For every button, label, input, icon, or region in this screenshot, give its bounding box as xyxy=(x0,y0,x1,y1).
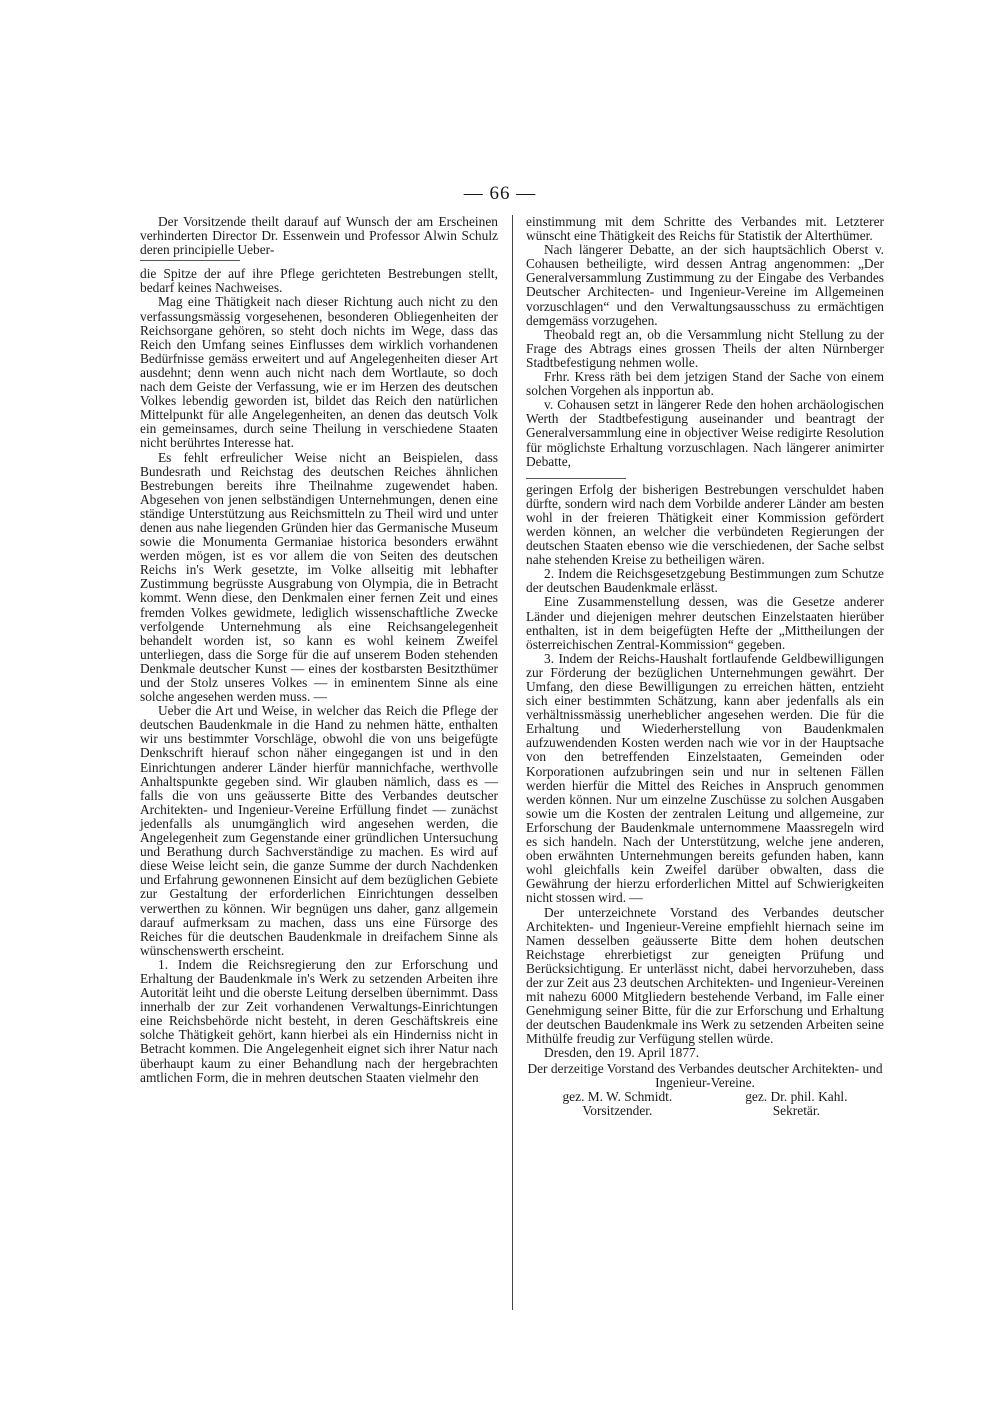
right-column xyxy=(526,215,884,1118)
left-paragraph-6: 1. Indem die Reichsregierung den zur Erforschung und Erhaltung der Baudenkmale in's Werk zu setzenden Arbeiten ihre Autorität leiht und die oberste Leitung derselben übernimmt. Dass innerhalb der zur Zeit vorhandenen Verwaltungs-Einrichtungen eine Reichsbehörde nicht besteht, in deren Geschäftskreis eine solche Thätigkeit gehört, kann hierbei als ein Hinderniss nicht in Betracht kommen. Die Angelegenheit eignet sich ihrer Natur nach überhaupt kaum zu einer Behandlung nach der hergebrachten amtlichen Form, die in mehren deutschen Staaten vielmehr den xyxy=(140,956,498,1085)
right-paragraph-3: Theobald regt an, ob die Versammlung nicht Stellung zu der Frage des Abtrags eines grossen Theils der alten Nürnberger Stadtbefestigung nehmen wolle. xyxy=(526,326,884,370)
signer-2-name: gez. Dr. phil. Kahl. xyxy=(745,1088,848,1104)
column-break-rule xyxy=(526,478,626,479)
right-paragraph-4: Frhr. Kress räth bei dem jetzigen Stand der Sache von einem solchen Vorgehen als inpportun ab. xyxy=(526,369,884,399)
signature-row xyxy=(526,1090,884,1118)
signer-2-role: Sekretär. xyxy=(772,1102,820,1118)
right-paragraph-6: geringen Erfolg der bisherigen Bestrebungen verschuldet haben dürfte, sondern wird nach dem Vorbilde anderer Länder am besten wohl in der freieren Thätigkeit einer Kommission gefördert werden können, an welcher die verbündeten Regierungen der deutschen Staaten ebenso wie die verschiedenen, der Sache selbst nahe stehenden Kreise zu betheiligen wären. xyxy=(526,481,884,568)
page-number: — 66 — xyxy=(463,183,537,204)
signer-2 xyxy=(745,1090,847,1118)
right-paragraph-7: 2. Indem die Reichsgesetzgebung Bestimmungen zum Schutze der deutschen Baudenkmale erlässt. xyxy=(526,566,884,596)
right-paragraph-1: einstimmung mit dem Schritte des Verbandes mit. Letzterer wünscht eine Thätigkeit des Reichs für Statistik der Alterthümer. xyxy=(526,214,884,244)
left-column xyxy=(140,215,498,1085)
column-divider xyxy=(512,215,513,1310)
signer-1-role: Vorsitzender. xyxy=(582,1102,653,1118)
signer-1-name: gez. M. W. Schmidt. xyxy=(562,1088,673,1104)
right-paragraph-5: v. Cohausen setzt in längerer Rede den hohen archäologischen Werth der Stadtbefestigung auseinander und beantragt der Generalversammlung eine in objectiver Weise redigirte Resolution für möglichste Erhaltung vorzuschlagen. Nach längerer animirter Debatte, xyxy=(526,397,884,469)
right-paragraph-10: Der unterzeichnete Vorstand des Verbandes deutscher Architekten- und Ingenieur-Vereine empfiehlt hiernach seine im Namen desselben geäusserte Bitte dem hohen deutschen Reichstage ehrerbietigst zur geneigten Prüfung und Berücksichtigung. Er unterlässt nicht, dabei hervorzuheben, dass der zur Zeit aus 23 deutschen Architekten- und Ingenieur-Vereinen mit nahezu 6000 Mitgliedern bestehende Verband, im Falle einer Genehmigung seiner Bitte, für die zur Erforschung und Erhaltung der deutschen Baudenkmale ins Werk zu setzenden Arbeiten seine Mithülfe freudig zur Verfügung stellen würde. xyxy=(526,904,884,1047)
right-paragraph-8: Eine Zusammenstellung dessen, was die Gesetze anderer Länder und diejenigen mehrer deutschen Einzelstaaten hierüber enthalten, ist in dem beigefügten Hefte der „Mittheilungen der österreichischen Zentral-Kommission“ gegeben. xyxy=(526,594,884,652)
left-paragraph-1: Der Vorsitzende theilt darauf auf Wunsch der am Erscheinen verhinderten Director Dr. Essenwein und Professor Alwin Schulz deren principielle Ueber- xyxy=(140,214,498,258)
right-paragraph-2: Nach längerer Debatte, an der sich hauptsächlich Oberst v. Cohausen betheiligte, wird dessen Antrag angenommen: „Der Generalversammlung Zustimmung zu der Eingabe des Verbandes Deutscher Architecten- und Ingenieur-Vereine im Allgemeinen vorzuschlagen“ und den Verwaltungsausschuss zu ermächtigen demgemäss vorzugehen. xyxy=(526,242,884,328)
signer-1 xyxy=(562,1090,672,1118)
left-paragraph-2: die Spitze der auf ihre Pflege gerichteten Bestrebungen stellt, bedarf keines Nachweises. xyxy=(140,266,498,296)
signature-intro: Der derzeitige Vorstand des Verbandes deutscher Architekten- und Ingenieur-Vereine. xyxy=(527,1060,883,1090)
right-paragraph-9: 3. Indem der Reichs-Haushalt fortlaufende Geldbewilligungen zur Förderung der bezüglichen Unternehmungen gewährt. Der Umfang, den diese Bewilligungen zu erreichen hätten, entzieht sich einer bestimmten Schätzung, kann aber jedenfalls als ein verhältnissmässig unerheblicher angesehen werden. Die für die Erhaltung und Wiederherstellung von Baudenkmalen aufzuwendenden Kosten werden nach wie vor in der Hauptsache von den betreffenden Einzelstaaten, Gemeinden oder Korporationen aufzubringen sein und nur in seltenen Fällen werden hierfür die Mittel des Reiches in Anspruch genommen werden können. Nur um einzelne Zuschüsse zu solchen Ausgaben sowie um die Kosten der zentralen Leitung und allgemeine, zur Erforschung der Baudenkmale unternommene Maassregeln wird es sich handeln. Nach der Unterstützung, welche jene anderen, oben erwähnten Unternehmungen bereits gefunden haben, kann wohl gleichfalls kein Zweifel darüber obwalten, dass die Gewährung der hierzu erforderlichen Mittel auf Schwierigkeiten nicht stossen wird. — xyxy=(526,650,884,906)
left-paragraph-3: Mag eine Thätigkeit nach dieser Richtung auch nicht zu den verfassungsmässig vorgesehenen, besonderen Obliegenheiten der Reichsorgane gehören, so steht doch nichts im Wege, dass das Reich den Umfang seines Einflusses dem wirklich vorhandenen Bedürfnisse gemäss erweitert und auf Angelegenheiten dieser Art ausdehnt; denn wenn auch nicht nach dem Wortlaute, so doch nach dem Geiste der Verfassung, wie er im Herzen des deutschen Volkes lebendig geworden ist, bildet das Reich den natürlichen Mittelpunkt für alle Angelegenheiten, an denen das deutsch Volk ein gemeinsames, durch seine Theilung in verschiedene Staaten nicht berührtes Interesse hat. xyxy=(140,294,498,451)
left-paragraph-4: Es fehlt erfreulicher Weise nicht an Beispielen, dass Bundesrath und Reichstag des deutschen Reiches ähnlichen Bestrebungen bereits ihre Theilnahme zugewendet haben. Abgesehen von jenen selbständigen Unternehmungen, denen eine ständige Unterstützung aus Reichsmitteln zu Theil wird und unter denen aus nahe liegenden Gründen hier das Germanische Museum sowie die Monumenta Germaniae historica besonders erwähnt werden mögen, ist es vor allem die von Seiten des deutschen Reichs in's Werk gesetzte, im Volke allseitig mit lebhafter Zustimmung begrüsste Ausgrabung von Olympia, die in Betracht kommt. Wenn diese, den Denkmalen einer fernen Zeit und eines fremden Volkes gewidmete, lediglich wissenschaftliche Zwecke verfolgende Unternehmung als eine Reichsangelegenheit behandelt worden ist, so kann es wohl keinem Zweifel unterliegen, dass die Sorge für die auf unserem Boden stehenden Denkmale deutscher Kunst — eines der kostbarsten Besitzthümer und der Stolz unseres Volkes — in eminentem Sinne als eine solche angesehen werden muss. — xyxy=(140,449,498,705)
left-paragraph-5: Ueber die Art und Weise, in welcher das Reich die Pflege der deutschen Baudenkmale in die Hand zu nehmen hätte, enthalten wir uns bestimmter Vorschläge, obwohl die von uns beigefügte Denkschrift hierauf schon näher eingegangen ist und in den Einrichtungen anderer Länder hierfür mannichfache, werthvolle Anhaltspunkte gegeben sind. Wir glauben nämlich, dass es — falls die von uns geäusserte Bitte des Verbandes deutscher Architekten- und Ingenieur-Vereine Erfüllung findet — zunächst jedenfalls als unumgänglich wird angesehen werden, die Angelegenheit zum Gegenstande einer gründlichen Untersuchung und Berathung durch Sachverständige zu machen. Es wird auf diese Weise leicht sein, die ganze Summe der durch Nachdenken und Erfahrung gewonnenen Einsicht auf dem bezüglichen Gebiete zur Gestaltung der erforderlichen Einrichtungen desselben verwerthen zu können. Wir begnügen uns daher, ganz allgemein darauf aufmerksam zu machen, dass uns eine Fürsorge des Reiches für die deutschen Baudenkmale in dreifachem Sinne als wünschenswerth erscheint. xyxy=(140,703,498,958)
dateline: Dresden, den 19. April 1877. xyxy=(544,1045,700,1061)
column-break-rule xyxy=(140,260,240,261)
signature-block xyxy=(526,1062,884,1118)
